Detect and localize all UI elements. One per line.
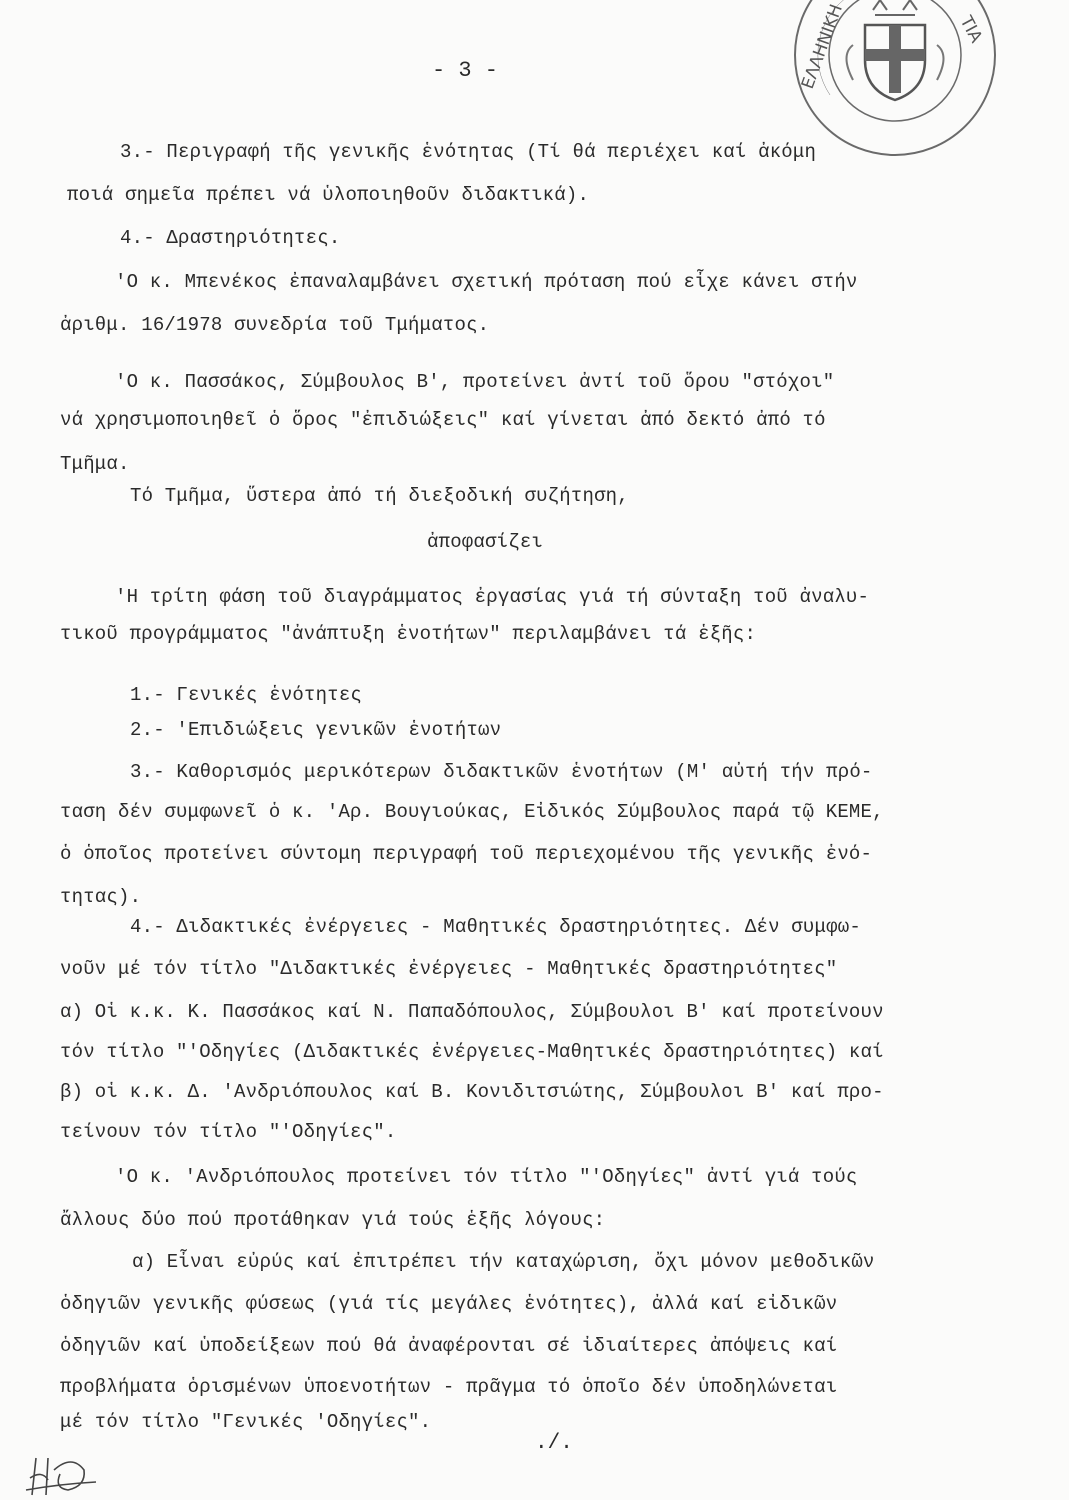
text-line: μέ τόν τίτλο "Γενικές 'Οδηγίες". (60, 1411, 432, 1433)
text-line: α) Οἱ κ.κ. Κ. Πασσάκος καί Ν. Παπαδόπουλος, Σύμβουλοι Β' καί προτείνουν (60, 1001, 884, 1023)
text-line: 'Η τρίτη φάση τοῦ διαγράμματος ἐργασίας γιά τή σύνταξη τοῦ ἀναλυ- (115, 586, 870, 608)
text-line: Τό Τμῆμα, ὕστερα ἀπό τή διεξοδική συζήτηση, (130, 485, 629, 507)
text-line: νά χρησιμοποιηθεῖ ὁ ὅρος "ἐπιδιώξεις" καί γίνεται ἀπό δεκτό ἀπό τό (60, 409, 826, 431)
list-item: 2.- 'Επιδιώξεις γενικῶν ἑνοτήτων (130, 719, 502, 741)
handwritten-initials-icon (20, 1440, 100, 1500)
list-item: 1.- Γενικές ἑνότητες (130, 684, 363, 706)
text-line: τητας). (60, 886, 142, 908)
continuation-mark: ./. (535, 1432, 573, 1455)
text-line: Τμῆμα. (60, 453, 130, 475)
text-line: 'Ο κ. Πασσάκος, Σύμβουλος Β', προτείνει ἀντί τοῦ ὅρου "στόχοι" (115, 371, 835, 393)
official-seal-icon (790, 0, 1000, 160)
text-line: ὁ ὁποῖος προτείνει σύντομη περιγραφή τοῦ περιεχομένου τῆς γενικῆς ἑνό- (60, 843, 873, 865)
text-line: τείνουν τόν τίτλο "'Οδηγίες". (60, 1121, 397, 1143)
list-item: 3.- Καθορισμός μερικότερων διδακτικῶν ἑνοτήτων (Μ' αὐτή τήν πρό- (130, 761, 873, 783)
text-line: προβλήματα ὁρισμένων ὑποενοτήτων - πρᾶγμα τό ὁποῖο δέν ὑποδηλώνεται (60, 1376, 838, 1398)
text-line: ἄλλους δύο πού προτάθηκαν γιά τούς ἑξῆς λόγους: (60, 1209, 606, 1231)
text-line: τόν τίτλο "'Οδηγίες (Διδακτικές ἐνέργειες-Μαθητικές δραστηριότητες) καί (60, 1041, 884, 1063)
decision-heading: ἀποφασίζει (427, 531, 544, 553)
svg-text:ΤΙΑ: ΤΙΑ (955, 12, 986, 47)
text-line: ἀριθμ. 16/1978 συνεδρία τοῦ Τμήματος. (60, 314, 490, 336)
text-line: ταση δέν συμφωνεῖ ὁ κ. 'Αρ. Βουγιούκας, Εἰδικός Σύμβουλος παρά τῷ ΚΕΜΕ, (60, 801, 884, 823)
text-line: νοῦν μέ τόν τίτλο "Διδακτικές ἐνέργειες - Μαθητικές δραστηριότητες" (60, 958, 838, 980)
text-line: β) οἱ κ.κ. Δ. 'Ανδριόπουλος καί Β. Κονιδιτσιώτης, Σύμβουλοι Β' καί προ- (60, 1081, 884, 1103)
text-line: τικοῦ προγράμματος "ἀνάπτυξη ἑνοτήτων" περιλαμβάνει τά ἑξῆς: (60, 623, 757, 645)
text-line: ὁδηγιῶν καί ὑποδείξεων πού θά ἀναφέρονται σέ ἰδιαίτερες ἀπόψεις καί (60, 1335, 838, 1357)
text-line: ποιά σημεῖα πρέπει νά ὑλοποιηθοῦν διδακτικά). (67, 184, 590, 206)
text-line: 3.- Περιγραφή τῆς γενικῆς ἑνότητας (Τί θά περιέχει καί ἀκόμη (120, 141, 817, 163)
text-line: ὁδηγιῶν γενικῆς φύσεως (γιά τίς μεγάλες ἑνότητες), ἀλλά καί εἰδικῶν (60, 1293, 838, 1315)
text-line: α) Εἶναι εὐρύς καί ἐπιτρέπει τήν καταχώριση, ὄχι μόνον μεθοδικῶν (132, 1251, 875, 1273)
text-line: 'Ο κ. Μπενέκος ἐπαναλαμβάνει σχετική πρόταση πού εἶχε κάνει στήν (115, 271, 858, 293)
text-line: 'Ο κ. 'Ανδριόπουλος προτείνει τόν τίτλο "'Οδηγίες" ἀντί γιά τούς (115, 1166, 858, 1188)
svg-text:ΕΛΛΗΝΙΚΗ: ΕΛΛΗΝΙΚΗ (797, 1, 847, 92)
text-line: 4.- Δραστηριότητες. (120, 227, 341, 249)
page-number: - 3 - (432, 58, 499, 83)
list-item: 4.- Διδακτικές ἐνέργειες - Μαθητικές δραστηριότητες. Δέν συμφω- (130, 916, 861, 938)
